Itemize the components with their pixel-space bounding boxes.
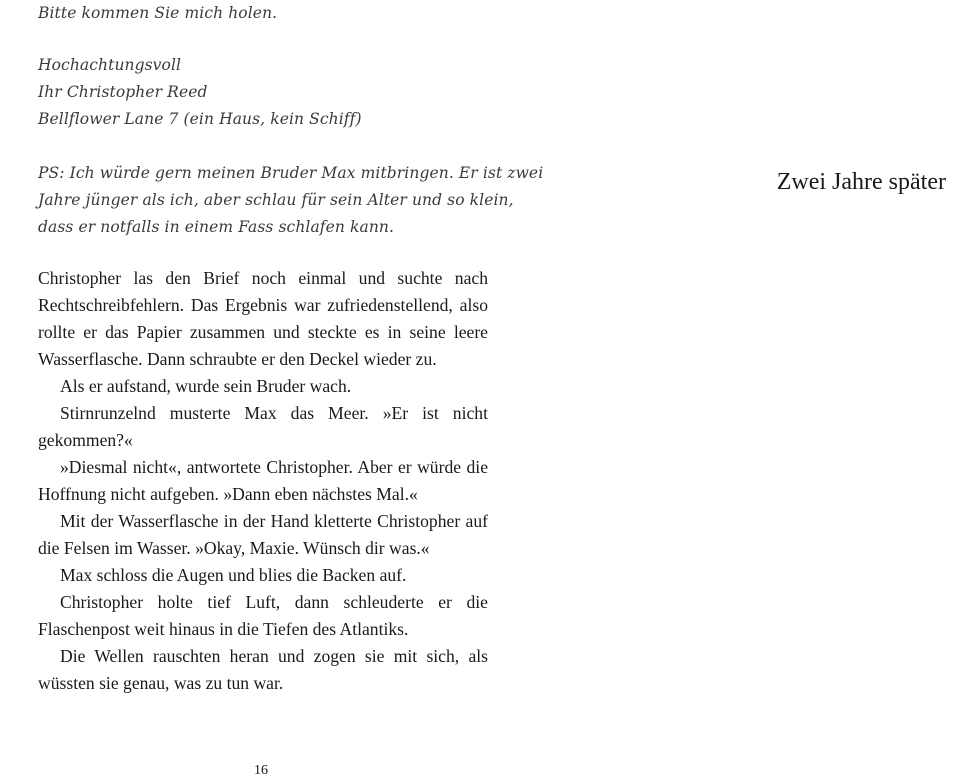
chapter-title: Zwei Jahre später [776,169,946,195]
left-page [38,0,544,783]
postscript-line: PS: Ich würde gern meinen Bruder Max mitbringen. Er ist zwei [38,164,544,182]
postscript-line: Jahre jünger als ich, aber schlau für sein Alter und so klein, [38,191,514,209]
page-number: 16 [254,763,268,778]
paragraph: Mit der Wasserflasche in der Hand kletterte Christopher auf die Felsen im Wasser. »Okay, Maxie. Wünsch dir was.« [38,511,488,558]
story-text [38,265,488,697]
right-page [500,0,979,783]
paragraph: Stirnrunzelnd musterte Max das Meer. »Er ist nicht gekommen?« [38,403,488,450]
letter-address: Bellflower Lane 7 (ein Haus, kein Schiff) [38,110,362,128]
paragraph: »Diesmal nicht«, antwortete Christopher. Aber er würde die Hoffnung nicht aufgeben. »Dann eben nächstes Mal.« [38,457,488,504]
letter-intro [38,0,277,27]
paragraph: Als er aufstand, wurde sein Bruder wach. [60,376,352,396]
postscript-line: dass er notfalls in einem Fass schlafen kann. [38,218,395,236]
letter-salutation: Hochachtungsvoll [38,56,182,74]
letter-closing [38,52,362,133]
paragraph: Christopher las den Brief noch einmal und suchte nach Rechtschreibfehlern. Das Ergebnis war zufriedenstellend, also rollte er das Papier zusammen und steckte es in seine leere Wasserflasche. Dann schraubte er den Deckel wieder zu. [38,268,488,369]
paragraph: Christopher holte tief Luft, dann schleuderte er die Flaschenpost weit hinaus in die Tiefen des Atlantiks. [38,592,488,639]
letter-intro-line: Bitte kommen Sie mich holen. [38,4,278,22]
paragraph: Max schloss die Augen und blies die Backen auf. [60,565,407,585]
letter-postscript [38,160,543,241]
letter-signature: Ihr Christopher Reed [38,83,208,101]
paragraph: Die Wellen rauschten heran und zogen sie mit sich, als wüssten sie genau, was zu tun war. [38,646,488,693]
